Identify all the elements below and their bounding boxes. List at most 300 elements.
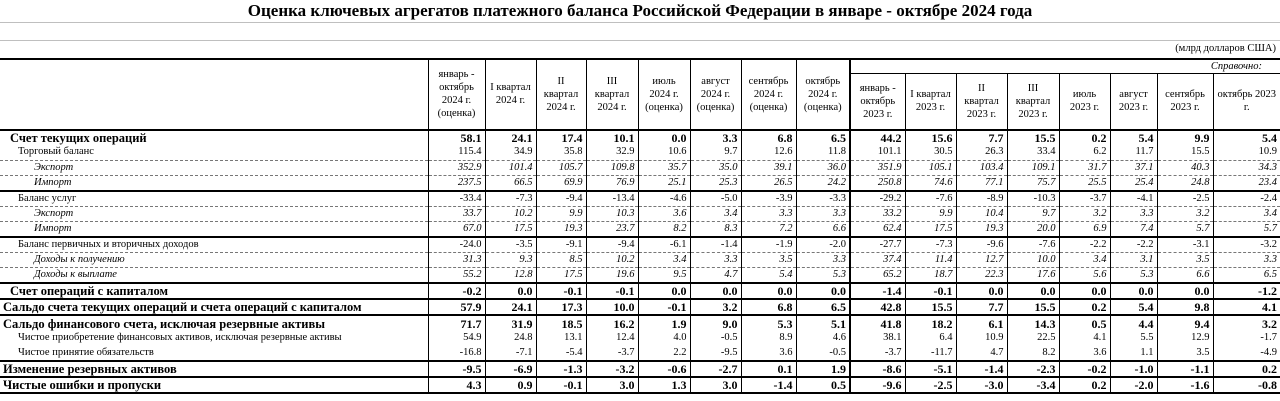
table-cell: 19.3 [536, 222, 586, 238]
table-row [0, 145, 1280, 160]
table-cell: -3.5 [485, 237, 536, 253]
row-label: Сальдо счета текущих операций и счета операций с капиталом [0, 299, 428, 315]
table-cell: 3.0 [690, 377, 741, 393]
table-cell: 22.5 [1007, 331, 1059, 346]
table-cell: -7.1 [485, 346, 536, 361]
table-cell: 12.6 [741, 145, 796, 160]
table-cell: 17.6 [1007, 268, 1059, 284]
table-cell: 25.1 [638, 175, 690, 191]
table-cell: 105.1 [905, 160, 956, 175]
table-cell: 5.5 [1110, 331, 1157, 346]
table-cell: 24.1 [485, 130, 536, 145]
col-header: II квартал 2024 г. [536, 59, 586, 130]
table-cell: 7.7 [956, 299, 1007, 315]
table-cell: 25.4 [1110, 175, 1157, 191]
table-cell: -5.4 [536, 346, 586, 361]
table-cell: -2.4 [1213, 191, 1280, 207]
table-cell: 33.2 [850, 206, 905, 221]
table-cell: 10.0 [1007, 253, 1059, 268]
table-cell: 0.0 [1157, 283, 1213, 299]
table-cell: 38.1 [850, 331, 905, 346]
table-cell: 352.9 [428, 160, 485, 175]
table-cell: -9.6 [956, 237, 1007, 253]
table-cell: 10.6 [638, 145, 690, 160]
table-cell: 26.3 [956, 145, 1007, 160]
table-cell: 55.2 [428, 268, 485, 284]
col-header: I квартал 2024 г. [485, 59, 536, 130]
table-cell: -2.0 [1110, 377, 1157, 393]
table-cell: -9.4 [586, 237, 638, 253]
table-cell: 9.9 [905, 206, 956, 221]
table-row [0, 222, 1280, 238]
table-cell: 34.9 [485, 145, 536, 160]
table-cell: -2.7 [690, 361, 741, 377]
col-header: январь - октябрь 2023 г. [850, 74, 905, 130]
table-cell: 5.3 [796, 268, 850, 284]
table-cell: 24.8 [1157, 175, 1213, 191]
table-cell: -3.7 [1059, 191, 1110, 207]
table-cell: 10.9 [1213, 145, 1280, 160]
table-cell: -3.0 [956, 377, 1007, 393]
col-header: I квартал 2023 г. [905, 74, 956, 130]
table-cell: 76.9 [586, 175, 638, 191]
table-cell: 4.7 [690, 268, 741, 284]
row-label: Чистое принятие обязательств [18, 347, 154, 359]
table-cell: -10.3 [1007, 191, 1059, 207]
table-cell: 35.7 [638, 160, 690, 175]
table-cell: 10.3 [586, 206, 638, 221]
table-cell: 3.4 [1213, 206, 1280, 221]
table-cell: -0.6 [638, 361, 690, 377]
table-cell: -3.9 [741, 191, 796, 207]
table-cell: 18.2 [905, 315, 956, 330]
table-cell: 351.9 [850, 160, 905, 175]
table-cell: -1.4 [956, 361, 1007, 377]
table-cell: 40.3 [1157, 160, 1213, 175]
table-cell: 36.0 [796, 160, 850, 175]
table-cell: 6.2 [1059, 145, 1110, 160]
table-cell: 22.3 [956, 268, 1007, 284]
table-cell: -8.6 [850, 361, 905, 377]
table-cell: -2.2 [1110, 237, 1157, 253]
table-cell: -1.0 [1110, 361, 1157, 377]
table-cell: -27.7 [850, 237, 905, 253]
balance-of-payments-table [0, 58, 1280, 394]
table-cell: 4.4 [1110, 315, 1157, 330]
table-cell: -9.5 [428, 361, 485, 377]
col-header: II квартал 2023 г. [956, 74, 1007, 130]
table-cell: 15.5 [1007, 130, 1059, 145]
table-cell: 20.0 [1007, 222, 1059, 238]
table-cell: 39.1 [741, 160, 796, 175]
col-header: сентябрь 2023 г. [1157, 74, 1213, 130]
table-cell: 69.9 [536, 175, 586, 191]
table-cell: 0.0 [796, 283, 850, 299]
table-cell: 0.2 [1059, 299, 1110, 315]
label-column-header [0, 59, 428, 130]
table-cell: 3.2 [1059, 206, 1110, 221]
table-cell: -3.1 [1157, 237, 1213, 253]
table-cell: 1.9 [796, 361, 850, 377]
table-cell: -2.5 [905, 377, 956, 393]
col-header: январь - октябрь 2024 г. (оценка) [428, 59, 485, 130]
col-header: III квартал 2024 г. [586, 59, 638, 130]
table-cell: 109.1 [1007, 160, 1059, 175]
table-row [0, 130, 1280, 145]
table-cell: 17.5 [485, 222, 536, 238]
table-cell: 9.7 [690, 145, 741, 160]
table-cell: 17.4 [536, 130, 586, 145]
table-cell: -1.6 [1157, 377, 1213, 393]
table-cell: 35.8 [536, 145, 586, 160]
table-cell: 15.5 [905, 299, 956, 315]
table-cell: 3.4 [638, 253, 690, 268]
table-cell: 3.3 [690, 130, 741, 145]
table-cell: 2.2 [638, 346, 690, 361]
table-cell: -9.5 [690, 346, 741, 361]
table-cell: 8.9 [741, 331, 796, 346]
row-label: Изменение резервных активов [0, 361, 428, 377]
table-cell: 0.0 [485, 283, 536, 299]
table-cell: 24.2 [796, 175, 850, 191]
table-cell: 0.9 [485, 377, 536, 393]
table-row [0, 175, 1280, 191]
col-header: III квартал 2023 г. [1007, 74, 1059, 130]
table-cell: 3.3 [741, 206, 796, 221]
table-cell: 77.1 [956, 175, 1007, 191]
table-cell: -1.4 [850, 283, 905, 299]
table-cell: -0.1 [905, 283, 956, 299]
table-cell: -0.5 [796, 346, 850, 361]
table-cell: 3.2 [1157, 206, 1213, 221]
table-cell: -5.0 [690, 191, 741, 207]
table-row [0, 160, 1280, 175]
table-cell: -3.7 [586, 346, 638, 361]
table-cell: 0.2 [1059, 377, 1110, 393]
col-header: июль 2023 г. [1059, 74, 1110, 130]
table-cell: -7.6 [1007, 237, 1059, 253]
table-cell: 103.4 [956, 160, 1007, 175]
table-cell: -0.1 [536, 377, 586, 393]
table-cell: -2.3 [1007, 361, 1059, 377]
table-cell: 5.3 [741, 315, 796, 330]
table-cell: 14.3 [1007, 315, 1059, 330]
table-cell: -0.2 [1059, 361, 1110, 377]
table-cell: 3.2 [1213, 315, 1280, 330]
table-cell: 10.2 [485, 206, 536, 221]
row-label: Сальдо финансового счета, исключая резервные активы [0, 315, 428, 330]
table-cell: 17.3 [536, 299, 586, 315]
table-cell: 42.8 [850, 299, 905, 315]
table-cell: -4.9 [1213, 346, 1280, 361]
table-cell: 5.1 [796, 315, 850, 330]
table-cell: 0.0 [956, 283, 1007, 299]
table-cell: 9.9 [1157, 130, 1213, 145]
table-cell: 250.8 [850, 175, 905, 191]
table-cell: -1.2 [1213, 283, 1280, 299]
table-cell: 23.4 [1213, 175, 1280, 191]
table-cell: 3.4 [1059, 253, 1110, 268]
table-cell: -5.1 [905, 361, 956, 377]
table-cell: -3.4 [1007, 377, 1059, 393]
table-cell: -8.9 [956, 191, 1007, 207]
table-cell: -9.4 [536, 191, 586, 207]
unit-label: (млрд долларов США) [0, 40, 1280, 58]
table-cell: 4.6 [796, 331, 850, 346]
table-cell: 101.4 [485, 160, 536, 175]
table-cell: 25.3 [690, 175, 741, 191]
table-cell: 5.7 [1213, 222, 1280, 238]
table-cell: 62.4 [850, 222, 905, 238]
spacer-row [0, 22, 1280, 40]
table-cell: 6.5 [796, 299, 850, 315]
table-cell: -0.1 [586, 283, 638, 299]
table-cell: 3.6 [741, 346, 796, 361]
table-cell: 5.7 [1157, 222, 1213, 238]
row-label: Доходы к получению [0, 253, 428, 268]
row-label: Счет текущих операций [0, 130, 428, 145]
table-cell: 66.5 [485, 175, 536, 191]
table-row [0, 377, 1280, 393]
table-cell: -0.1 [638, 299, 690, 315]
row-label: Чистые ошибки и пропуски [0, 377, 428, 393]
row-label: Импорт [0, 222, 428, 238]
table-cell: 32.9 [586, 145, 638, 160]
table-cell: 41.8 [850, 315, 905, 330]
table-row [0, 299, 1280, 315]
table-cell: 9.3 [485, 253, 536, 268]
col-header: сентябрь 2024 г. (оценка) [741, 59, 796, 130]
table-cell: -3.2 [586, 361, 638, 377]
table-cell: 3.4 [690, 206, 741, 221]
table-cell: 6.6 [1157, 268, 1213, 284]
table-cell: 3.3 [796, 206, 850, 221]
table-cell: 4.3 [428, 377, 485, 393]
table-cell: 24.1 [485, 299, 536, 315]
table-cell: -16.8 [428, 346, 485, 361]
table-cell: -3.7 [850, 346, 905, 361]
table-cell: -6.9 [485, 361, 536, 377]
table-cell: 109.8 [586, 160, 638, 175]
table-cell: 65.2 [850, 268, 905, 284]
table-cell: -7.6 [905, 191, 956, 207]
row-label: Баланс первичных и вторичных доходов [0, 237, 428, 253]
table-cell: 1.1 [1110, 346, 1157, 361]
table-cell: 7.4 [1110, 222, 1157, 238]
table-cell: 0.0 [638, 283, 690, 299]
table-cell: 6.8 [741, 130, 796, 145]
table-cell: -1.7 [1213, 331, 1280, 346]
table-cell: -1.3 [536, 361, 586, 377]
row-label: Баланс услуг [0, 191, 428, 207]
table-cell: 10.9 [956, 331, 1007, 346]
table-cell: 10.0 [586, 299, 638, 315]
table-cell: 4.1 [1059, 331, 1110, 346]
table-cell: 1.9 [638, 315, 690, 330]
table-cell: 5.3 [1110, 268, 1157, 284]
row-label: Торговый баланс [18, 146, 94, 158]
table-cell: -7.3 [485, 191, 536, 207]
table-cell: 44.2 [850, 130, 905, 145]
table-cell: 3.6 [1059, 346, 1110, 361]
table-cell: -0.5 [690, 331, 741, 346]
col-header: октябрь 2023 г. [1213, 74, 1280, 130]
table-cell: 0.0 [1110, 283, 1157, 299]
table-cell: 19.6 [586, 268, 638, 284]
table-cell: 3.5 [741, 253, 796, 268]
table-cell: 58.1 [428, 130, 485, 145]
table-cell: 7.7 [956, 130, 1007, 145]
table-cell: 0.1 [741, 361, 796, 377]
table-cell: -33.4 [428, 191, 485, 207]
col-header: август 2023 г. [1110, 74, 1157, 130]
table-row [0, 237, 1280, 253]
table-cell: 74.6 [905, 175, 956, 191]
table-cell: 17.5 [536, 268, 586, 284]
table-cell: 5.4 [741, 268, 796, 284]
table-cell: -0.8 [1213, 377, 1280, 393]
table-cell: -1.4 [741, 377, 796, 393]
table-cell: 9.9 [536, 206, 586, 221]
table-cell: -4.6 [638, 191, 690, 207]
table-cell: 11.7 [1110, 145, 1157, 160]
table-cell: 10.1 [586, 130, 638, 145]
col-header: июль 2024 г. (оценка) [638, 59, 690, 130]
table-cell: -6.1 [638, 237, 690, 253]
table-cell: -0.1 [536, 283, 586, 299]
table-cell: 8.2 [1007, 346, 1059, 361]
table-cell: 6.6 [796, 222, 850, 238]
table-cell: 31.9 [485, 315, 536, 330]
table-cell: 18.7 [905, 268, 956, 284]
table-cell: 5.4 [1110, 299, 1157, 315]
table-cell: 5.4 [1213, 130, 1280, 145]
table-cell: -11.7 [905, 346, 956, 361]
page-title: Оценка ключевых агрегатов платежного баланса Российской Федерации в январе - октябре 2024 года [247, 1, 1033, 20]
table-cell: 4.1 [1213, 299, 1280, 315]
table-cell: 3.0 [586, 377, 638, 393]
table-cell: 5.6 [1059, 268, 1110, 284]
table-cell: 3.3 [1213, 253, 1280, 268]
table-cell: -9.1 [536, 237, 586, 253]
table-cell: 3.2 [690, 299, 741, 315]
table-cell: 10.2 [586, 253, 638, 268]
table-cell: 7.2 [741, 222, 796, 238]
table-cell: 15.5 [1157, 145, 1213, 160]
table-cell: 4.7 [956, 346, 1007, 361]
table-cell: 5.4 [1110, 130, 1157, 145]
table-cell: 3.5 [1157, 253, 1213, 268]
table-cell: -2.0 [796, 237, 850, 253]
table-row [0, 283, 1280, 299]
table-cell: -7.3 [905, 237, 956, 253]
row-label: Счет операций с капиталом [0, 283, 428, 299]
row-label: Экспорт [0, 160, 428, 175]
table-cell: 12.8 [485, 268, 536, 284]
table-cell: 71.7 [428, 315, 485, 330]
table-cell: 26.5 [741, 175, 796, 191]
table-cell: 30.5 [905, 145, 956, 160]
table-cell: 6.9 [1059, 222, 1110, 238]
table-cell: 0.2 [1059, 130, 1110, 145]
table-body [0, 130, 1280, 394]
row-label: Чистое приобретение финансовых активов, исключая резервные активы [18, 332, 342, 344]
table-cell: 0.0 [741, 283, 796, 299]
row-label: Доходы к выплате [0, 268, 428, 284]
table-cell: 16.2 [586, 315, 638, 330]
table-cell: -0.2 [428, 283, 485, 299]
table-cell: 31.7 [1059, 160, 1110, 175]
table-cell: 9.7 [1007, 206, 1059, 221]
table-cell: -2.2 [1059, 237, 1110, 253]
table-cell: 25.5 [1059, 175, 1110, 191]
table-cell: 23.7 [586, 222, 638, 238]
table-cell: 6.5 [796, 130, 850, 145]
table-cell: 3.3 [1110, 206, 1157, 221]
table-cell: 11.4 [905, 253, 956, 268]
table-cell: -24.0 [428, 237, 485, 253]
table-cell: 0.0 [1059, 283, 1110, 299]
table-row [0, 253, 1280, 268]
table-cell: 18.5 [536, 315, 586, 330]
table-cell: 8.5 [536, 253, 586, 268]
table-cell: 237.5 [428, 175, 485, 191]
table-cell: 12.4 [586, 331, 638, 346]
table-cell: 17.5 [905, 222, 956, 238]
table-cell: 0.2 [1213, 361, 1280, 377]
table-cell: -3.2 [1213, 237, 1280, 253]
table-cell: 0.0 [638, 130, 690, 145]
table-cell: 15.5 [1007, 299, 1059, 315]
table-cell: 34.3 [1213, 160, 1280, 175]
table-cell: 6.8 [741, 299, 796, 315]
table-cell: 4.0 [638, 331, 690, 346]
table-cell: 75.7 [1007, 175, 1059, 191]
reference-header: Справочно: [850, 59, 1280, 74]
table-cell: 105.7 [536, 160, 586, 175]
table-cell: 0.0 [1007, 283, 1059, 299]
table-cell: 0.0 [690, 283, 741, 299]
table-cell: -1.9 [741, 237, 796, 253]
table-cell: 57.9 [428, 299, 485, 315]
table-cell: 1.3 [638, 377, 690, 393]
row-label: Экспорт [0, 206, 428, 221]
table-cell: 33.7 [428, 206, 485, 221]
table-cell: -9.6 [850, 377, 905, 393]
table-cell: 3.5 [1157, 346, 1213, 361]
table-cell: 37.4 [850, 253, 905, 268]
table-cell: -1.1 [1157, 361, 1213, 377]
table-cell: 9.0 [690, 315, 741, 330]
col-header: октябрь 2024 г. (оценка) [796, 59, 850, 130]
table-cell: 31.3 [428, 253, 485, 268]
table-cell: 6.1 [956, 315, 1007, 330]
row-label: Импорт [0, 175, 428, 191]
table-cell: 37.1 [1110, 160, 1157, 175]
table-cell: 115.4 [428, 145, 485, 160]
table-cell: 0.5 [796, 377, 850, 393]
table-cell: 3.3 [690, 253, 741, 268]
table-cell: 0.5 [1059, 315, 1110, 330]
table-cell: 54.9 [428, 331, 485, 346]
table-row [0, 331, 1280, 346]
table-cell: 6.4 [905, 331, 956, 346]
table-cell: 3.6 [638, 206, 690, 221]
table-cell: 9.4 [1157, 315, 1213, 330]
table-row [0, 206, 1280, 221]
table-cell: -13.4 [586, 191, 638, 207]
table-cell: 24.8 [485, 331, 536, 346]
